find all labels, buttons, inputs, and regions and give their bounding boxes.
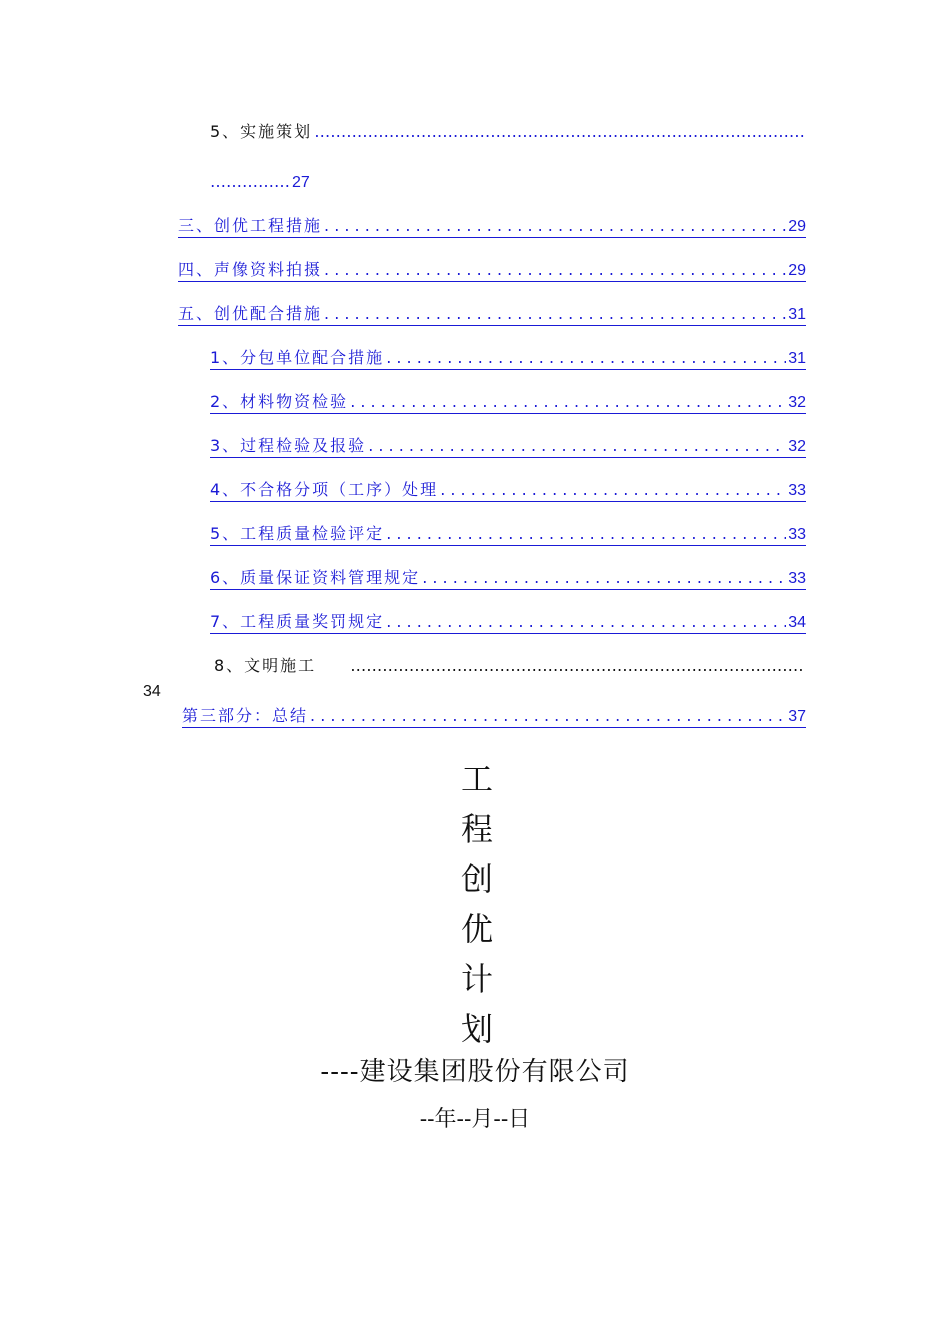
- toc-page-number: 33: [788, 482, 806, 499]
- toc-page-number: 27: [292, 174, 310, 191]
- toc-entry-implementation-planning-continued[interactable]: [210, 172, 350, 193]
- cover-title-char: 计: [460, 960, 493, 998]
- toc-entry-quality-assessment[interactable]: [210, 524, 806, 546]
- toc-entry-label: 三、创优工程措施: [178, 216, 323, 235]
- toc-leader-dots: [324, 216, 786, 236]
- toc-leader-dots: [324, 260, 786, 280]
- toc-entry-implementation-planning[interactable]: [210, 122, 806, 142]
- toc-entry-label: 5、工程质量检验评定: [210, 524, 385, 543]
- toc-entry-label: 2、材料物资检验: [210, 392, 349, 411]
- toc-entry-part-three-summary[interactable]: [182, 706, 806, 728]
- toc-leader-dots: [422, 568, 786, 588]
- cover-title-char: 工: [460, 760, 493, 798]
- toc-entry-quality-records-rules[interactable]: [210, 568, 806, 590]
- toc-entry-excellence-measures[interactable]: [178, 216, 806, 238]
- toc-leader-dots: [350, 656, 804, 676]
- toc-leader-dots: [386, 612, 786, 632]
- toc-page-number: 32: [788, 394, 806, 411]
- toc-entry-label: 3、过程检验及报验: [210, 436, 367, 455]
- toc-leader-dots: [386, 524, 786, 544]
- toc-page-number: 31: [788, 306, 806, 323]
- toc-page-number: 31: [788, 350, 806, 367]
- company-name: ----建设集团股份有限公司: [320, 1057, 630, 1087]
- cover-title-char: 创: [460, 860, 493, 898]
- toc-entry-process-inspection[interactable]: [210, 436, 806, 458]
- toc-entry-label: 1、分包单位配合措施: [210, 348, 385, 367]
- toc-page-number: 37: [788, 708, 806, 725]
- toc-entry-label: 4、不合格分项（工序）处理: [210, 480, 439, 499]
- toc-entry-label: 四、声像资料拍摄: [178, 260, 323, 279]
- toc-leader-dots: [440, 480, 786, 500]
- cover-title-char: 划: [460, 1010, 493, 1048]
- toc-page-number: 33: [788, 526, 806, 543]
- toc-entry-civilized-construction[interactable]: [214, 656, 806, 676]
- toc-entry-label: 五、创优配合措施: [178, 304, 323, 323]
- cover-title-char: 程: [460, 810, 493, 848]
- toc-entry-subcontractor-coordination[interactable]: [210, 348, 806, 370]
- toc-entry-label: 7、工程质量奖罚规定: [210, 612, 385, 631]
- toc-leader-dots: [350, 392, 786, 412]
- toc-entry-label: 第三部分：总结: [182, 706, 309, 725]
- toc-leader-dots: [314, 122, 804, 142]
- document-date: --年--月--日: [419, 1107, 531, 1132]
- toc-entry-quality-rewards-penalties[interactable]: [210, 612, 806, 634]
- toc-leader-dots: [324, 304, 786, 324]
- toc-entry-label: 5、实施策划: [210, 122, 313, 141]
- toc-entry-label: 8、文明施工: [214, 656, 317, 675]
- cover-title: [455, 754, 499, 1054]
- toc-page-number: 34: [788, 614, 806, 631]
- toc-leader-dots: [310, 706, 786, 726]
- toc-page-number: 33: [788, 570, 806, 587]
- toc-entry-nonconforming-handling[interactable]: [210, 480, 806, 502]
- toc-entry-material-inspection[interactable]: [210, 392, 806, 414]
- toc-leader-dots: [386, 348, 786, 368]
- toc-entry-label: 6、质量保证资料管理规定: [210, 568, 421, 587]
- toc-leader-dots: [368, 436, 786, 456]
- toc-entry-coordination-measures[interactable]: [178, 304, 806, 326]
- toc-page-number: 29: [788, 218, 806, 235]
- cover-title-char: 优: [460, 910, 493, 948]
- toc-page-number: 32: [788, 438, 806, 455]
- toc-page-number: 29: [788, 262, 806, 279]
- toc-entry-audio-video-recording[interactable]: [178, 260, 806, 282]
- toc-page-number: 34: [143, 683, 161, 700]
- toc-leader-dots: ……………: [210, 172, 290, 191]
